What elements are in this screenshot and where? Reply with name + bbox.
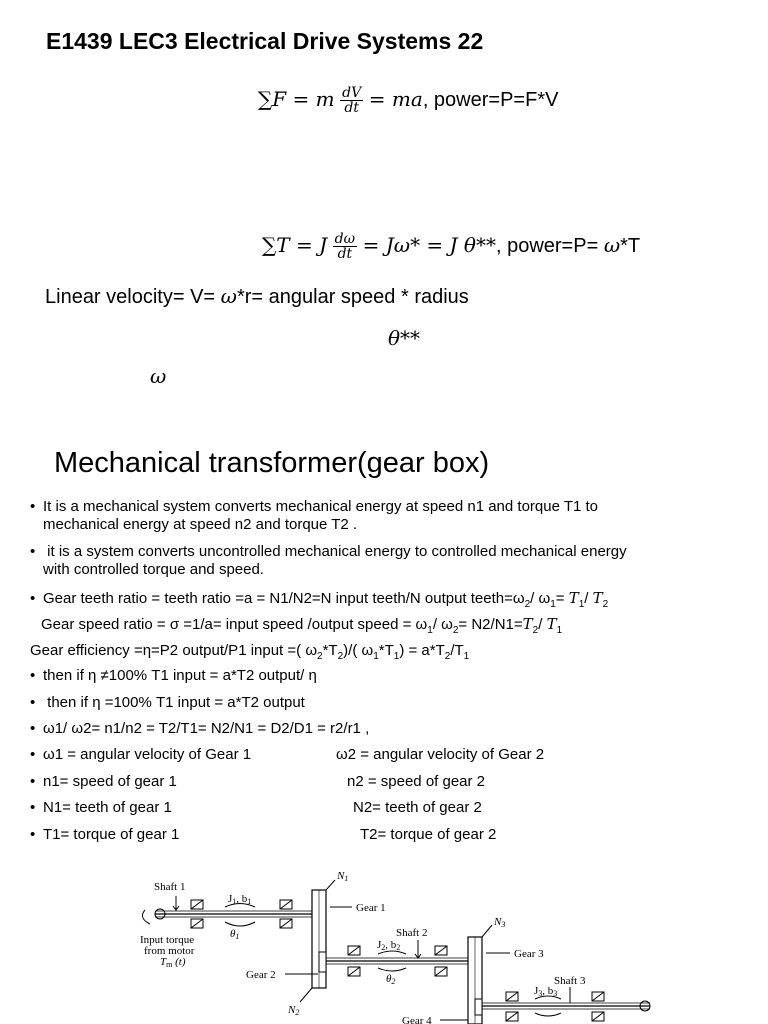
- list-item: [30, 498, 598, 515]
- list-item: [30, 773, 177, 790]
- bullet-dot: •: [30, 590, 36, 607]
- gear-3-label: Gear 3: [514, 948, 544, 960]
- bullet-dot: •: [30, 498, 36, 515]
- shaft-3: [482, 992, 650, 1021]
- linear-prefix: Linear velocity= V=: [45, 286, 221, 308]
- list-item: [30, 667, 317, 684]
- theta-double-dot: θ**: [388, 326, 421, 350]
- linear-velocity-line: [45, 284, 469, 309]
- bullet-dot: •: [30, 773, 36, 790]
- bullet-text: ω1 = angular velocity of Gear 1: [43, 746, 252, 763]
- linear-suffix: *r= angular speed * radius: [236, 286, 469, 308]
- list-item: [30, 720, 369, 737]
- bullet-text: ω1/ ω2= n1/n2 = T2/T1= N2/N1 = D2/D1 = r2/r1 ,: [43, 720, 370, 737]
- torque-lhs: ∑T = J: [262, 232, 328, 257]
- n2-label: N2: [288, 1004, 300, 1017]
- theta-1-label: θ1: [230, 928, 240, 941]
- bullet-dot: •: [30, 543, 36, 560]
- list-item: [30, 694, 305, 711]
- torque-power: , power=P=: [495, 234, 604, 257]
- page-title: E1439 LEC3 Electrical Drive Systems 22: [46, 28, 484, 54]
- torque-rhs: = Jω* = J θ**: [362, 232, 496, 257]
- bullet-dot: •: [30, 799, 36, 816]
- bullet-text: then if η ≠100% T1 input = a*T2 output/ η: [43, 667, 317, 684]
- gear-train-diagram: [130, 862, 660, 1024]
- torque-equation: [262, 232, 640, 261]
- bullet-right-text: n2 = speed of gear 2: [347, 773, 486, 790]
- frac-den: dt: [344, 100, 359, 116]
- bullet-text: N1= teeth of gear 1: [43, 799, 172, 816]
- bullet-text: n1= speed of gear 1: [43, 773, 177, 790]
- efficiency-text: Gear efficiency =η=P2 output/P1 input =( ω: [30, 642, 318, 659]
- speed-ratio-line: Gear speed ratio = σ =1/a= input speed /output speed = $\omega_1/$ $\omega_2= N2/N1=T_2/$ $T_1$: [41, 615, 563, 636]
- bullet-dot: •: [30, 694, 36, 711]
- j2-b2-label: J2, b2: [377, 939, 401, 952]
- bullet-dot: •: [30, 720, 36, 737]
- n3-label: N3: [494, 916, 506, 929]
- list-item: [30, 826, 179, 843]
- section-heading: Mechanical transformer(gear box): [54, 447, 490, 479]
- bullet-dot: •: [30, 826, 36, 843]
- omega-standalone: ω: [150, 364, 167, 388]
- gear-2-label: Gear 2: [246, 969, 276, 981]
- n1-label: N1: [337, 870, 349, 883]
- input-torque-label-l3: Tm (t): [160, 956, 186, 969]
- force-rhs: = ma: [368, 86, 423, 111]
- frac-num: dV: [342, 85, 362, 101]
- bullet-text: It is a mechanical system converts mechanical energy at speed n1 and torque T1 to: [43, 498, 599, 515]
- omega-symbol: ω: [220, 284, 237, 308]
- frac-num: dω: [334, 231, 356, 247]
- bullet-text: it is a system converts uncontrolled mechanical energy to controlled mechanical energy: [43, 543, 627, 560]
- bullet-text: T1= torque of gear 1: [43, 826, 180, 843]
- shaft-1-label: Shaft 1: [154, 881, 186, 893]
- shaft-2: [326, 946, 475, 976]
- bullet-dot: •: [30, 667, 36, 684]
- frac-den: dt: [337, 246, 353, 262]
- input-torque-label-l2: from motor: [144, 945, 195, 957]
- input-torque-label-l1: Input torque: [140, 934, 195, 946]
- efficiency-line: Gear efficiency =η=P2 output/P1 input =( $\omega_2*T_2)/$( $\omega_1*T_1) = a*T_2/T_1$: [30, 642, 470, 662]
- dv-dt-fraction: [340, 86, 363, 115]
- bullet-text: then if η =100% T1 input = a*T2 output: [43, 694, 305, 711]
- j3-b3-label: J3, b3: [534, 985, 558, 998]
- force-power: , power=P=F*V: [422, 88, 559, 111]
- list-item-continuation: mechanical energy at speed n2 and torque T2 .: [43, 516, 358, 533]
- omega-symbol: ω: [603, 232, 621, 257]
- gear-4-label: Gear 4: [402, 1015, 432, 1024]
- j1-b1-label: J1, b1: [228, 893, 252, 906]
- bullet-right-text: N2= teeth of gear 2: [353, 799, 482, 816]
- bullet-right-text: T2= torque of gear 2: [360, 826, 497, 843]
- list-item: [30, 799, 172, 816]
- gear-1-label: Gear 1: [356, 902, 386, 914]
- bullet-right-text: ω2 = angular velocity of Gear 2: [336, 746, 545, 763]
- bullet-text: Gear teeth ratio = teeth ratio =a = N1/N2=N input teeth/N output teeth=ω: [43, 590, 525, 607]
- list-item-continuation: with controlled torque and speed.: [43, 561, 264, 578]
- force-lhs: ∑F = m: [258, 86, 335, 111]
- list-item: [30, 746, 251, 763]
- domega-dt-fraction: [333, 232, 357, 261]
- shaft-3-label: Shaft 3: [554, 975, 586, 987]
- speed-ratio-text: Gear speed ratio = σ =1/a= input speed /output speed = ω: [41, 616, 428, 633]
- force-equation: [258, 86, 558, 115]
- torque-power-tail: *T: [620, 234, 641, 257]
- shaft-2-label: Shaft 2: [396, 927, 428, 939]
- list-item: • Gear teeth ratio = teeth ratio =a = N1/N2=N input teeth/N output $teeth=\omega_2/$ $\omega_1= T_1/$ $T_2$: [30, 589, 609, 610]
- theta-2-label: θ2: [386, 973, 396, 986]
- list-item: [30, 543, 627, 560]
- bullet-dot: •: [30, 746, 36, 763]
